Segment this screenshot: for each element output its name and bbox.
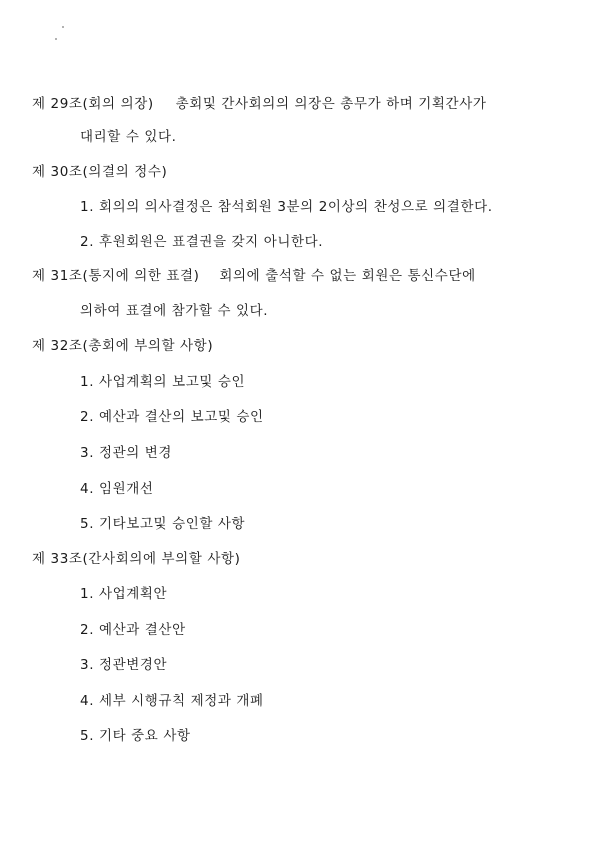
article-32-item-3: 3. 정관의 변경 (80, 445, 173, 461)
article-31-text: 회의에 출석할 수 없는 회원은 통신수단에 (219, 268, 476, 284)
article-31-continuation: 의하여 표결에 참가할 수 있다. (80, 303, 269, 319)
article-33-item-3: 3. 정관변경안 (80, 657, 168, 673)
article-32-item-2: 2. 예산과 결산의 보고및 승인 (80, 409, 264, 425)
article-33-item-5: 5. 기타 중요 사항 (80, 728, 191, 744)
article-31 (32, 267, 476, 285)
scan-speck (62, 26, 64, 28)
article-32-heading: 제 32조(총회에 부의할 사항) (32, 338, 214, 354)
article-30-item-1: 1. 회의의 의사결정은 참석회원 3분의 2이상의 찬성으로 의결한다. (80, 199, 493, 215)
article-31-heading: 제 31조(통지에 의한 표결) (32, 268, 200, 284)
article-33-heading: 제 33조(간사회의에 부의할 사항) (32, 551, 241, 567)
article-32-item-4: 4. 임원개선 (80, 481, 154, 497)
article-29-text: 총회및 간사회의의 의장은 총무가 하며 기획간사가 (175, 96, 487, 112)
article-33-item-2: 2. 예산과 결산안 (80, 622, 186, 638)
article-30-heading: 제 30조(의결의 정수) (32, 164, 168, 180)
article-33-item-1: 1. 사업계획안 (80, 586, 168, 602)
article-32-item-5: 5. 기타보고및 승인할 사항 (80, 516, 246, 532)
article-30-item-2: 2. 후원회원은 표결권을 갖지 아니한다. (80, 234, 324, 250)
scan-speck (55, 38, 57, 40)
article-29-continuation: 대리할 수 있다. (80, 129, 177, 145)
article-32-item-1: 1. 사업계획의 보고및 승인 (80, 374, 246, 390)
article-29 (32, 95, 486, 113)
article-33-item-4: 4. 세부 시행규칙 제정과 개폐 (80, 693, 264, 709)
article-29-heading: 제 29조(회의 의장) (32, 96, 154, 112)
